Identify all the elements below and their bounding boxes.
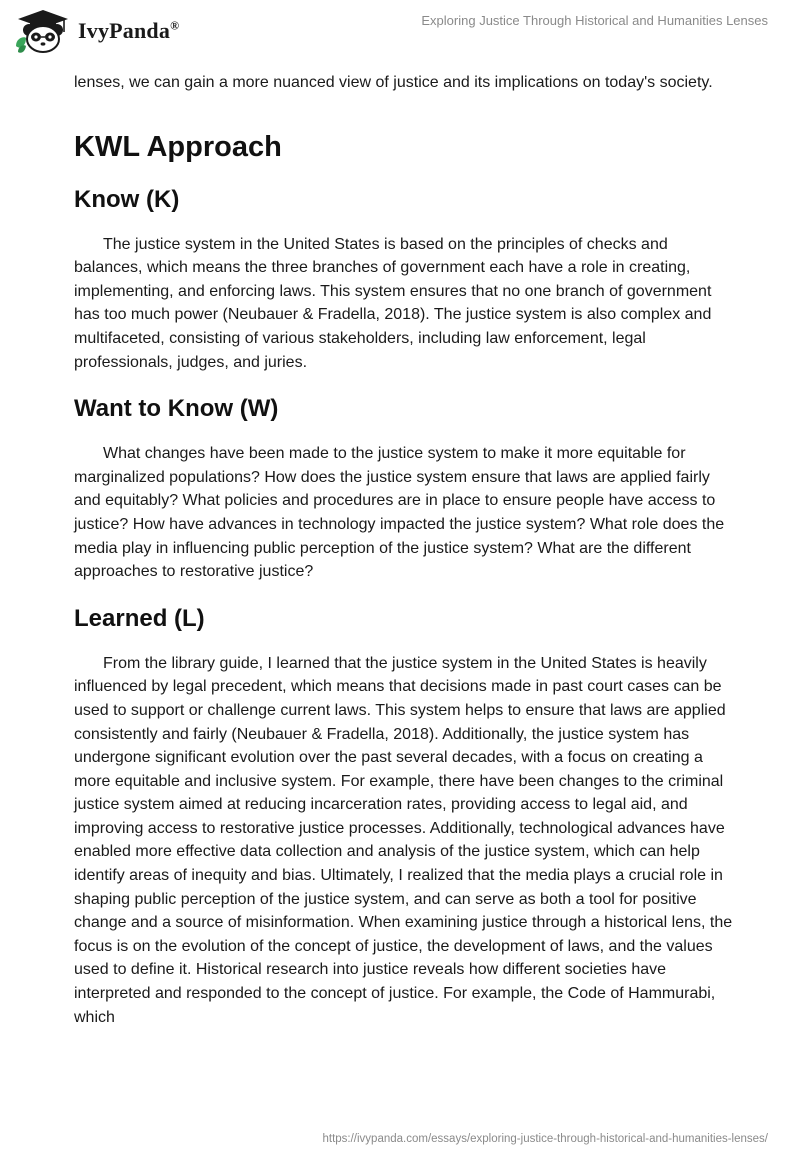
page-header [0, 0, 800, 70]
learned-heading: Learned (L) [74, 604, 205, 632]
brand-name: IvyPanda® [78, 18, 180, 43]
want-paragraph: What changes have been made to the justice system to make it more equitable for marginalized populations? How does the justice system ensure that laws are applied fairly and equitably? What policies and procedures are in place to ensure people have access to justice? How have advances in technology impacted the justice system? What role does the media play in influencing public perception of the justice system? What are the different approaches to restorative justice? [74, 445, 725, 581]
essay-content [74, 71, 734, 1029]
document-title: Exploring Justice Through Historical and Humanities Lenses [421, 13, 768, 28]
brand-logo[interactable] [14, 8, 179, 54]
learned-paragraph: From the library guide, I learned that the justice system in the United States is heavily influenced by legal precedent, which means that decisions made in past court cases can be used to support or challenge current laws. This system helps to ensure that laws are applied consistently and fairly (Neubauer & Fradella, 2018). Additionally, the justice system has undergone significant evolution over the past several decades, with a focus on creating a more equitable and inclusive system. For example, there have been changes to the criminal justice system aimed at reducing incarceration rates, providing access to legal aid, and improving access to restorative justice processes. Additionally, technological advances have enabled more effective data collection and analysis of the justice system, which can help identify areas of inequity and bias. Ultimately, I realized that the media plays a crucial role in shaping public perception of the justice system, and can serve as both a tool for positive change and a source of misinformation. When examining justice through a historical lens, the focus is on the evolution of the concept of justice, the development of laws, and the values used to define it. Historical research into justice reveals how different societies have interpreted and responded to the concept of justice. For example, the Code of Hammurabi, which [74, 654, 733, 1026]
know-paragraph: The justice system in the United States is based on the principles of checks and balances, which means the three branches of government each have a role in creating, implementing, and enforcing laws. This system ensures that no one branch of government has too much power (Neubauer & Fradella, 2018). The justice system is also complex and multifaceted, consisting of various stakeholders, including law enforcement, legal professionals, judges, and juries. [74, 235, 712, 371]
section-title: KWL Approach [74, 130, 282, 163]
want-heading: Want to Know (W) [74, 395, 279, 423]
panda-graduate-logo-icon [14, 8, 72, 54]
source-url[interactable]: https://ivypanda.com/essays/exploring-justice-through-historical-and-humanities-lenses/ [322, 1133, 768, 1145]
know-heading: Know (K) [74, 185, 180, 213]
intro-paragraph: lenses, we can gain a more nuanced view of justice and its implications on today's society. [74, 74, 713, 91]
